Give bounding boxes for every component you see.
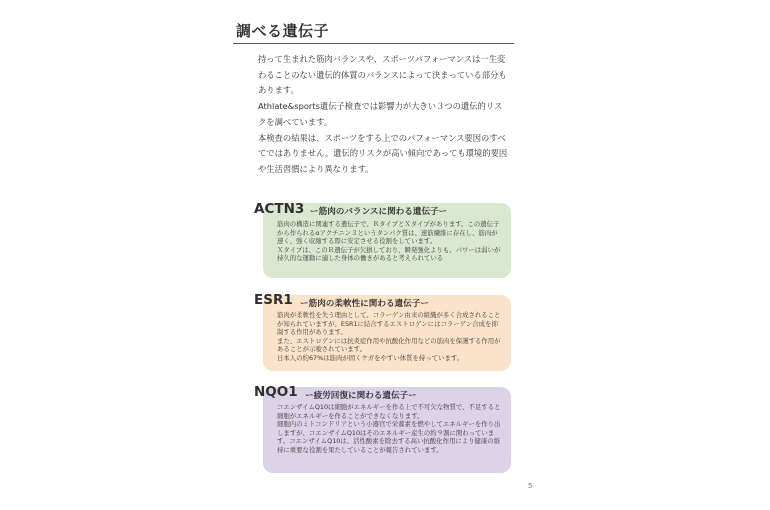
intro-paragraph: Athlate&sports遺伝子検査では影響力が大きい３つの遺伝的リスクを調べています。 [258,101,503,127]
gene-paragraph: 筋肉が柔軟性を失う理由として、コラーゲン由来の組織が多く合成されることが知られていますが、ESR1に結合するエストロゲンにはコラーゲン合成を抑制する作用があります。 [277,311,501,337]
intro-text [258,52,508,178]
page-title: 調べる遺伝子 [236,22,330,40]
actn3-gene-subtitle: ー筋肉のバランスに関わる遺伝子ー [310,207,448,217]
esr1-gene-subtitle: ー筋肉の柔軟性に関わる遺伝子ー [300,299,429,309]
gene-paragraph: 日本人の約67%は筋肉が固くケガをやすい体質を持っています。 [277,353,464,362]
esr1-gene-name: ESR1 [254,292,293,308]
intro-paragraph: 本検査の結果は、スポーツをする上でのパフォーマンス要因のすべてではありません。遺伝的リスクが高い傾向であっても環境的要因や生活習慣により異なります。 [258,132,508,174]
title-divider [233,43,514,44]
gene-paragraph: また、エストロゲンには抗炎症作用や抗酸化作用などの筋肉を保護する作用があることが示唆されています。 [277,336,501,354]
gene-paragraph: Ｘタイプは、このＲ遺伝子が欠損しており、瞬発強化よりも、パワーは弱いが持久的な運動に適した身体の働きがあると考えられている [277,245,501,263]
actn3-gene-name: ACTN3 [254,201,305,217]
gene-paragraph: 細胞内のミトコンドリアという小器官で栄養素を燃やしてエネルギーを作り出しますが、コエンザイムQ10はそのエネルギー産生の約９割に関わっています。コエンザイムQ10は、活性酸素を除去する高い抗酸化作用により健康の維持に重要な役割を果たしていることが報告されています。 [277,420,501,454]
esr1-description [277,311,502,363]
nqo1-gene-name: NQO1 [254,384,298,400]
gene-paragraph: コエンザイムQ10は細胞がエネルギーを作る上で不可欠な物質で、不足すると細胞がエネルギーを作ることができなくなります。 [277,403,501,420]
nqo1-description [277,403,502,455]
intro-paragraph: 持って生まれた筋肉バランスや、スポーツパフォーマンスは一生変わることのない遺伝的体質のバランスによって決まっている部分もあります。 [258,54,507,96]
actn3-description [277,220,502,263]
gene-paragraph: 筋肉の構造に関連する遺伝子で、ＲタイプとＸタイプがあります。この遺伝子から作られるαアクチニン３というタンパク質は、速筋繊維に存在し、筋肉が速く、強く収縮する際に安定させる役割をしています。 [277,220,500,246]
nqo1-gene-subtitle: ー疲労回復に関わる遺伝子ー [305,391,417,401]
page-number: 5 [528,482,533,490]
